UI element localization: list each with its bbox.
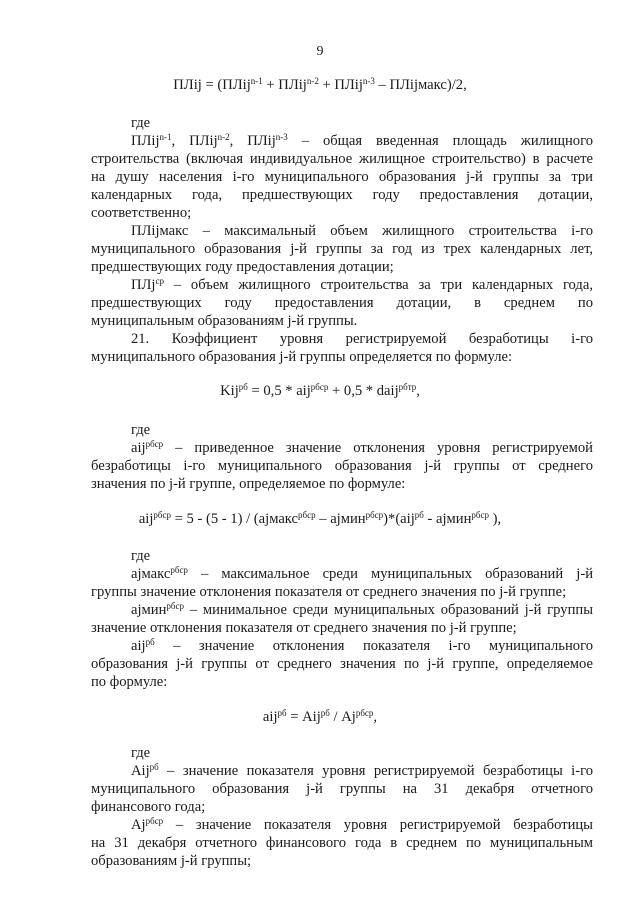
definition-plijmax-line-2: муниципального образования j-й группы за год из трех календарных лет, bbox=[91, 241, 593, 257]
definition-plij-line-1: ПЛij$^{n-1}$, ПЛij$^{n-2}$, ПЛij$^{n-3}$ – общая введенная площадь жилищного bbox=[131, 132, 593, 149]
paragraph-21-line-1: 21. Коэффициент уровня регистрируемой безработицы i-го bbox=[131, 331, 593, 347]
definition-aijrbsr-line-3: значения по j-й группе, определяемое по формуле: bbox=[91, 476, 406, 492]
definition-pljsr-line-3: муниципальным образованиям j-й группы. bbox=[91, 313, 358, 329]
definition-aijrb-value-line-1: Aij$^{рб}$ – значение показателя уровня регистрируемой безработицы i-го bbox=[131, 762, 593, 779]
definition-plijmax-line-3: предшествующих году предоставления дотации; bbox=[91, 259, 394, 275]
definition-aijrb-line-3: по формуле: bbox=[91, 674, 168, 690]
definition-pljsr-line-1: ПЛj$^{ср}$ – объем жилищного строительства за три календарных года, bbox=[131, 276, 593, 293]
definition-ajmin-line-2: значение отклонения показателя от среднего значения по j-й группе; bbox=[91, 620, 517, 636]
paragraph-21-line-2: муниципального образования j-й группы определяется по формуле: bbox=[91, 349, 513, 365]
definition-plij-line-5: соответственно; bbox=[91, 205, 192, 221]
definition-ajrbsr-line-3: образованиям j-й группы; bbox=[91, 853, 252, 869]
definition-plij-line-2: строительства (включая индивидуальное жилищное строительство) в расчете bbox=[91, 151, 593, 167]
definition-ajrbsr-line-2: на 31 декабря отчетного финансового года в среднем по муниципальным bbox=[91, 835, 593, 851]
formula-plij: ПЛij = (ПЛij$^{n-1}$ + ПЛij$^{n-2}$ + ПЛij$^{n-3}$ – ПЛijмакс)/2, bbox=[173, 76, 467, 93]
definition-aijrbsr-line-2: безработицы i-го муниципального образования j-й группы от среднего bbox=[91, 458, 593, 474]
definition-aijrb-value-line-3: финансового года; bbox=[91, 799, 206, 815]
definition-aijrb-line-2: образования j-й группы от среднего значения по j-й группе, определяемое bbox=[91, 656, 593, 672]
definition-ajrbsr-line-1: $Aj^{рбср}$ – значение показателя уровня регистрируемой безработицы bbox=[131, 816, 593, 833]
definition-plij-line-4: календарных года, предшествующих году предоставления дотации, bbox=[91, 187, 593, 203]
definition-ajmax-line-2: группы значение отклонения показателя от среднего значения по j-й группе; bbox=[91, 584, 567, 600]
definition-aijrb-value-line-2: муниципального образования j-й группы на 31 декабря отчетного bbox=[91, 781, 593, 797]
definition-ajmax-line-1: ajмакс$^{рбср}$ – максимальное среди муниципальных образований j-й bbox=[131, 565, 593, 582]
formula-kij: Kij$^{рб}$ = 0,5 * aij$^{рбср}$ + 0,5 * daij$^{рбтр}$, bbox=[220, 382, 420, 399]
where-label: где bbox=[131, 745, 151, 761]
definition-ajmin-line-1: ajмин$^{рбср}$ – минимальное среди муниципальных образований j-й группы bbox=[131, 601, 593, 618]
where-label: где bbox=[131, 548, 151, 564]
where-label: где bbox=[131, 422, 151, 438]
where-label: где bbox=[131, 115, 151, 131]
page-number: 9 bbox=[316, 44, 324, 59]
definition-pljsr-line-2: предшествующих году предоставления дотации, в среднем по bbox=[91, 295, 593, 311]
definition-aijrb-line-1: aij$^{рб}$ – значение отклонения показателя i-го муниципального bbox=[131, 637, 593, 654]
formula-aijrb: $aij^{рб} = Aij^{рб} / Aj^{рбср}$, bbox=[262, 708, 378, 725]
formula-aijrbsr: aij$^{рбср}$ = 5 - (5 - 1) / (ajмакс$^{рбср}$ – ajмин$^{рбср}$)*(aij$^{рб}$ - ajмин$^{рбср}$ ), bbox=[138, 510, 502, 527]
definition-aijrbsr-line-1: aij$^{рбср}$ – приведенное значение отклонения уровня регистрируемой bbox=[131, 439, 593, 456]
definition-plijmax-line-1: ПЛijмакс – максимальный объем жилищного строительства i-го bbox=[131, 223, 593, 239]
definition-plij-line-3: на душу населения i-го муниципального образования j-й группы за три bbox=[91, 169, 593, 185]
